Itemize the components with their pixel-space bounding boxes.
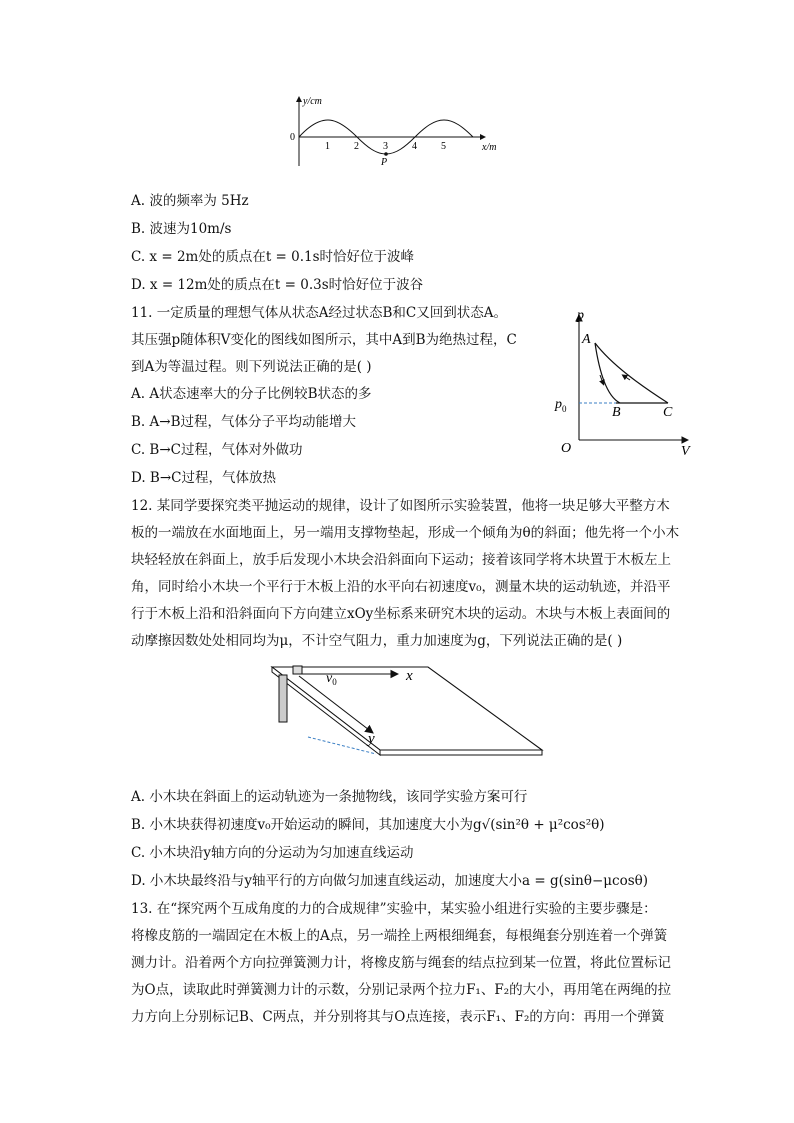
q12-stem-line: 角，同时给小木块一个平行于木板上沿的水平向右初速度v₀，测量木块的运动轨迹，并沿平: [131, 579, 671, 595]
pv-point-b-label: B: [612, 405, 621, 420]
q12-option-a: A. 小木块在斜面上的运动轨迹为一条抛物线，该同学实验方案可行: [131, 789, 528, 805]
q11-stem-line: 其压强p随体积V变化的图线如图所示，其中A到B为绝热过程，C: [131, 332, 517, 348]
q12-stem-line: 行于木板上沿和沿斜面向下方向建立xOy坐标系来研究木块的运动。木块与木板上表面间的: [131, 606, 671, 622]
wave-x-label: x/m: [482, 142, 497, 153]
pv-point-c-label: C: [663, 405, 673, 420]
pv-arrow-c-to-a: [624, 376, 630, 380]
pv-curve-a-to-b: [595, 343, 620, 403]
q12-stem-line: 板的一端放在水面地面上，另一端用支撑物垫起，形成一个倾角为θ的斜面；他先将一个小木: [131, 525, 680, 541]
q11-option-c: C. B→C过程，气体对外做功: [131, 442, 303, 458]
y-axis-label: y: [368, 731, 375, 747]
q11-option-b: B. A→B过程，气体分子平均动能增大: [131, 414, 356, 430]
q13-stem-line: 力方向上分别标记B、C两点，并分别将其与O点连接，表示F₁、F₂的方向：再用一个弹簧: [131, 1009, 665, 1025]
x-axis-label: x: [406, 668, 413, 684]
board-support-post: [279, 675, 287, 722]
wave-graph: [285, 92, 510, 172]
pv-origin-label: O: [561, 441, 572, 456]
q12-stem-line: 动摩擦因数处处相同均为μ，不计空气阻力，重力加速度为g，下列说法正确的是( ): [131, 633, 623, 649]
q11-stem-line: 11. 一定质量的理想气体从状态A经过状态B和C又回到状态A。: [131, 305, 508, 321]
pv-v-axis-label: V: [681, 444, 690, 459]
q12-option-d: D. 小木块最终沿与y轴平行的方向做匀加速直线运动，加速度大小a = g(sinθ−μcosθ): [131, 873, 649, 889]
pv-p0-label: $p_0$: [555, 397, 567, 414]
q10-option-d: D. x = 12m处的质点在t = 0.3s时恰好位于波谷: [131, 277, 424, 293]
q13-stem-line: 为O点，读取此时弹簧测力计的示数，分别记录两个拉力F₁、F₂的大小，再用笔在两绳的拉: [131, 982, 672, 998]
wave-tick-label: 1: [325, 141, 330, 152]
small-wooden-block: [293, 666, 302, 674]
wave-y-label: y/cm: [303, 96, 322, 107]
pv-point-a-label: A: [582, 332, 591, 347]
wave-tick-label: 4: [412, 141, 417, 152]
pv-diagram: [550, 305, 700, 460]
pv-curve-c-to-a: [595, 343, 668, 403]
q10-option-a: A. 波的频率为 5Hz: [131, 193, 249, 209]
q12-option-c: C. 小木块沿y轴方向的分运动为匀加速直线运动: [131, 845, 414, 861]
q12-stem-line: 块轻轻放在斜面上，放手后发现小木块会沿斜面向下运动；接着该同学将木块置于木板左上: [131, 552, 671, 568]
q13-stem-line: 测力计。沿着两个方向拉弹簧测力计，将橡皮筋与绳套的结点拉到某一位置，将此位置标记: [131, 955, 671, 971]
wave-tick-label: 2: [354, 141, 359, 152]
wave-origin-label: 0: [290, 132, 295, 143]
wave-tick-label: 3: [383, 141, 388, 152]
board-front-edge: [380, 750, 542, 755]
q10-option-c: C. x = 2m处的质点在t = 0.1s时恰好位于波峰: [131, 249, 415, 265]
q11-stem-line: 到A为等温过程。则下列说法正确的是( ): [131, 359, 372, 375]
q11-option-d: D. B→C过程，气体放热: [131, 470, 276, 486]
wave-point-label: P: [381, 157, 388, 168]
q10-option-b: B. 波速为10m/s: [131, 221, 232, 237]
v0-label: $v_0$: [326, 671, 337, 687]
q13-stem-line: 将橡皮筋的一端固定在木板上的A点，另一端拴上两根细绳套，每根绳套分别连着一个弹簧: [131, 928, 668, 944]
inclined-board-figure: [250, 655, 550, 765]
q11-option-a: A. A状态速率大的分子比例较B状态的多: [131, 386, 372, 402]
pv-p-axis-label: p: [577, 308, 584, 323]
point-p-marker: [384, 152, 388, 156]
q12-stem-line: 12. 某同学要探究类平抛运动的规律，设计了如图所示实验装置，他将一块足够大平整方木: [131, 498, 670, 514]
q13-stem-line: 13. 在“探究两个互成角度的力的合成规律”实验中，某实验小组进行实验的主要步骤是：: [131, 901, 657, 917]
wave-tick-label: 5: [441, 141, 446, 152]
q12-option-b: B. 小木块获得初速度v₀开始运动的瞬间，其加速度大小为g√(sin²θ + μ²cos²θ): [131, 817, 605, 833]
